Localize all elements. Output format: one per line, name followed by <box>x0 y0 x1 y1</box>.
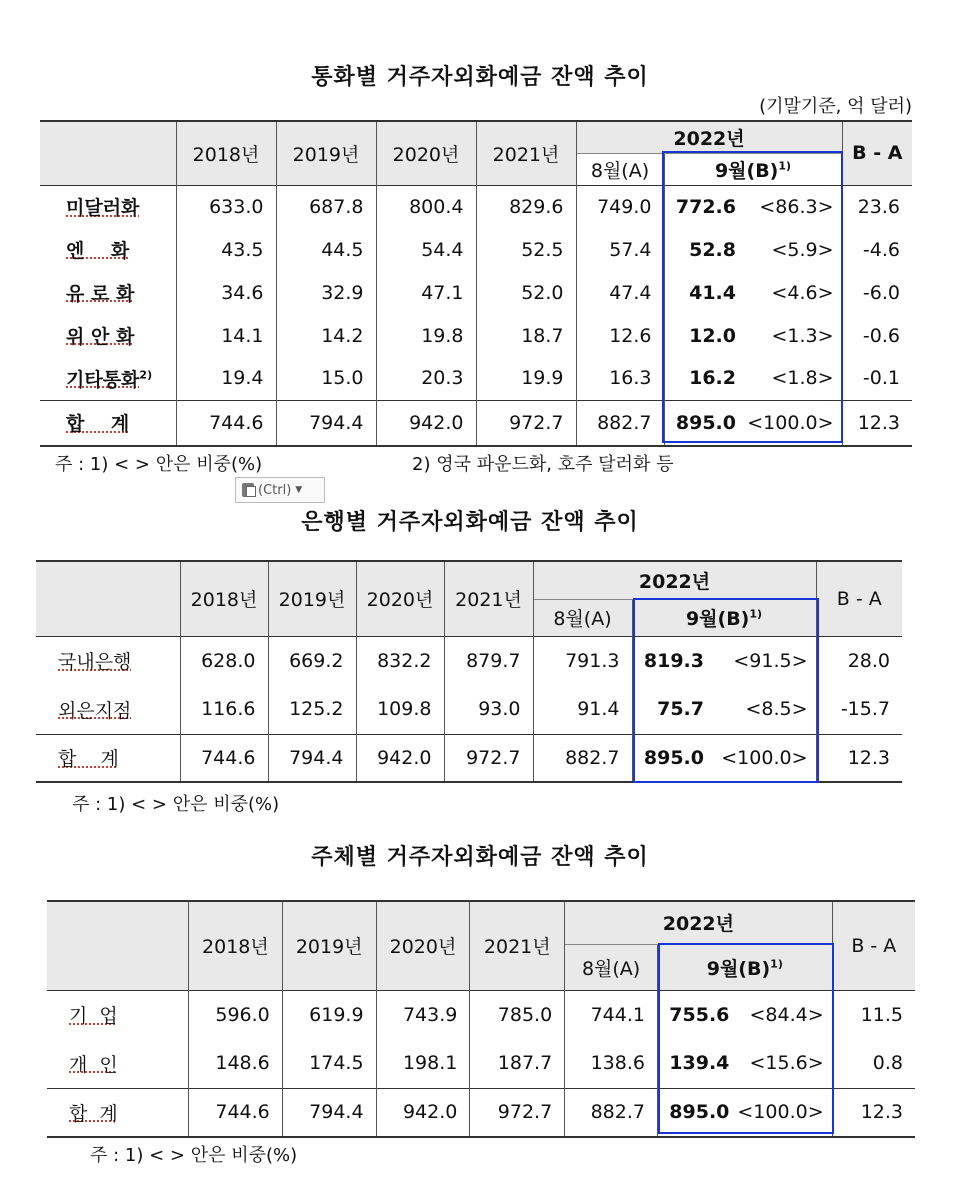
header-blank <box>47 901 188 990</box>
paste-ctrl-label: (Ctrl) <box>258 482 292 498</box>
table-total-row <box>36 734 902 782</box>
row-label-text: 엔 화 <box>66 240 130 262</box>
value-cell: 93.0 <box>444 685 533 734</box>
value-cell: 633.0 <box>176 185 276 228</box>
value-cell: 972.7 <box>470 1088 565 1137</box>
value-cell: 669.2 <box>268 636 356 685</box>
value-cell: 785.0 <box>470 990 565 1039</box>
table3-note1: 주 : 1) < > 안은 비중(%) <box>90 1145 298 1166</box>
row-label <box>40 228 176 271</box>
row-label <box>47 990 188 1039</box>
value-cell: 19.4 <box>176 357 276 400</box>
table-total-row <box>40 400 912 446</box>
table-row <box>40 357 912 400</box>
table1-title: 통화별 거주자외화예금 잔액 추이 <box>311 65 649 90</box>
table-row <box>36 685 902 734</box>
share-cell: <1.8> <box>744 357 842 400</box>
header-2021: 2021년 <box>476 121 576 185</box>
value-cell: 47.1 <box>376 271 476 314</box>
header-2021: 2021년 <box>470 901 565 990</box>
header-2022: 2022년 <box>576 121 842 153</box>
row-label <box>40 357 176 400</box>
row-label-text: 유 로 화 <box>66 283 135 305</box>
chevron-down-icon: ▼ <box>295 485 303 495</box>
value-cell: 882.7 <box>533 734 632 782</box>
header-aug: 8월(A) <box>576 153 664 185</box>
header-sep <box>632 599 816 636</box>
table2-title: 은행별 거주자외화예금 잔액 추이 <box>301 510 639 535</box>
value-cell: 54.4 <box>376 228 476 271</box>
header-sep-sup: 1) <box>749 607 763 621</box>
ba-cell: -4.6 <box>862 238 900 261</box>
ba-cell: 11.5 <box>832 990 915 1039</box>
share-cell: <86.3> <box>744 185 842 228</box>
row-label-text: 개 인 <box>69 1053 118 1076</box>
header-2020: 2020년 <box>356 561 444 636</box>
value-cell: 972.7 <box>444 734 533 782</box>
header-sep-sup: 1) <box>778 159 792 173</box>
value-cell: 32.9 <box>276 271 376 314</box>
share-cell: <1.3> <box>744 314 842 357</box>
row-label-text: 위 안 화 <box>66 326 135 348</box>
footnote-sup: 2) <box>139 368 153 382</box>
value-cell: 882.7 <box>576 400 664 446</box>
value-cell: 198.1 <box>376 1039 470 1088</box>
share-cell: <84.4> <box>737 990 832 1039</box>
value-cell: 15.0 <box>276 357 376 400</box>
header-blank <box>36 561 180 636</box>
sep-value-cell: 12.0 <box>689 324 736 347</box>
header-ba: B - A <box>842 121 912 185</box>
ba-cell: -15.7 <box>840 698 890 721</box>
header-aug: 8월(A) <box>565 944 658 990</box>
share-cell: <8.5> <box>712 685 816 734</box>
currency-table <box>40 120 912 447</box>
value-cell: 628.0 <box>180 636 268 685</box>
value-cell: 138.6 <box>565 1039 658 1088</box>
value-cell: 744.6 <box>180 734 268 782</box>
value-cell: 791.3 <box>533 636 632 685</box>
share-cell: <15.6> <box>737 1039 832 1088</box>
value-cell: 794.4 <box>268 734 356 782</box>
table3-title: 주체별 거주자외화예금 잔액 추이 <box>311 845 649 870</box>
table1-note2: 2) 영국 파운드화, 호주 달러화 등 <box>412 454 674 475</box>
header-aug: 8월(A) <box>533 599 632 636</box>
value-cell: 19.9 <box>476 357 576 400</box>
header-sep <box>664 153 842 185</box>
sep-value-cell: 819.3 <box>632 636 712 685</box>
row-label-text: 합 계 <box>69 1102 118 1125</box>
bank-table <box>36 560 902 783</box>
paste-options-popup[interactable] <box>235 477 325 503</box>
sep-value-cell: 52.8 <box>689 238 736 261</box>
row-label <box>40 314 176 357</box>
value-cell: 794.4 <box>276 400 376 446</box>
sep-value-cell: 755.6 <box>657 990 737 1039</box>
ba-cell: 12.3 <box>842 400 912 446</box>
value-cell: 744.6 <box>188 1088 282 1137</box>
share-cell: <100.0> <box>744 400 842 446</box>
header-2018: 2018년 <box>176 121 276 185</box>
row-label <box>40 185 176 228</box>
value-cell: 800.4 <box>376 185 476 228</box>
row-label-text: 합 계 <box>66 413 130 436</box>
value-cell: 174.5 <box>282 1039 376 1088</box>
table-row <box>40 185 912 228</box>
row-label <box>40 400 176 446</box>
row-label <box>47 1039 188 1088</box>
ba-cell: 0.8 <box>872 1052 903 1075</box>
value-cell: 57.4 <box>576 228 664 271</box>
header-sep-label: 9월(B) <box>714 159 779 182</box>
entity-table <box>47 900 915 1138</box>
share-cell: <100.0> <box>712 734 816 782</box>
header-blank <box>40 121 176 185</box>
ba-cell: 12.3 <box>832 1088 915 1137</box>
header-2019: 2019년 <box>276 121 376 185</box>
value-cell: 52.5 <box>476 228 576 271</box>
header-ba: B - A <box>816 561 902 636</box>
ba-cell: 12.3 <box>816 734 902 782</box>
value-cell: 12.6 <box>576 314 664 357</box>
header-2021: 2021년 <box>444 561 533 636</box>
table-row <box>40 228 912 271</box>
value-cell: 52.0 <box>476 271 576 314</box>
value-cell: 16.3 <box>576 357 664 400</box>
value-cell: 942.0 <box>376 400 476 446</box>
value-cell: 43.5 <box>176 228 276 271</box>
row-label <box>36 734 180 782</box>
value-cell: 794.4 <box>282 1088 376 1137</box>
value-cell: 187.7 <box>470 1039 565 1088</box>
ba-cell: -0.1 <box>862 367 900 390</box>
header-2019: 2019년 <box>282 901 376 990</box>
row-label-text: 기타통화 <box>66 368 140 391</box>
table-row <box>47 1039 915 1088</box>
table1-note1: 주 : 1) < > 안은 비중(%) <box>55 454 263 475</box>
table-total-row <box>47 1088 915 1137</box>
ba-cell: -0.6 <box>862 324 900 347</box>
header-sep <box>657 944 832 990</box>
table-row <box>47 990 915 1039</box>
value-cell: 687.8 <box>276 185 376 228</box>
value-cell: 18.7 <box>476 314 576 357</box>
value-cell: 44.5 <box>276 228 376 271</box>
value-cell: 91.4 <box>533 685 632 734</box>
table1-unit: (기말기준, 억 달러) <box>759 96 912 117</box>
header-2022: 2022년 <box>565 901 832 944</box>
value-cell: 19.8 <box>376 314 476 357</box>
value-cell: 14.1 <box>176 314 276 357</box>
sep-value-cell: 895.0 <box>657 1088 737 1137</box>
sep-value-cell: 41.4 <box>689 281 736 304</box>
value-cell: 743.9 <box>376 990 470 1039</box>
row-label-text: 외은지점 <box>58 699 132 722</box>
clipboard-icon <box>242 483 254 497</box>
sep-value-cell: 16.2 <box>689 367 736 390</box>
table-row <box>40 271 912 314</box>
value-cell: 47.4 <box>576 271 664 314</box>
row-label-text: 국내은행 <box>58 651 132 674</box>
header-2022: 2022년 <box>533 561 816 599</box>
ba-cell: 23.6 <box>842 185 912 228</box>
header-2020: 2020년 <box>376 901 470 990</box>
header-sep-label: 9월(B) <box>706 957 771 980</box>
row-label-text: 미달러화 <box>66 197 140 220</box>
value-cell: 749.0 <box>576 185 664 228</box>
sep-value-cell: 772.6 <box>664 185 744 228</box>
ba-cell: 28.0 <box>816 636 902 685</box>
share-cell: <91.5> <box>712 636 816 685</box>
value-cell: 942.0 <box>356 734 444 782</box>
row-label <box>47 1088 188 1137</box>
value-cell: 829.6 <box>476 185 576 228</box>
share-cell: <100.0> <box>737 1088 832 1137</box>
table-row <box>40 314 912 357</box>
table2-note1: 주 : 1) < > 안은 비중(%) <box>72 794 280 815</box>
value-cell: 879.7 <box>444 636 533 685</box>
header-sep-sup: 1) <box>770 957 783 971</box>
row-label <box>36 685 180 734</box>
share-cell: <5.9> <box>744 228 842 271</box>
row-label <box>36 636 180 685</box>
row-label-text: 합 계 <box>58 748 119 771</box>
value-cell: 942.0 <box>376 1088 470 1137</box>
header-2018: 2018년 <box>180 561 268 636</box>
value-cell: 14.2 <box>276 314 376 357</box>
header-ba: B - A <box>832 901 915 990</box>
sep-value-cell: 895.0 <box>632 734 712 782</box>
value-cell: 596.0 <box>188 990 282 1039</box>
header-2020: 2020년 <box>376 121 476 185</box>
header-sep-label: 9월(B) <box>685 608 750 630</box>
value-cell: 744.6 <box>176 400 276 446</box>
row-label-text: 기 업 <box>69 1005 118 1028</box>
ba-cell: -6.0 <box>862 281 900 304</box>
value-cell: 109.8 <box>356 685 444 734</box>
value-cell: 882.7 <box>565 1088 658 1137</box>
value-cell: 972.7 <box>476 400 576 446</box>
value-cell: 744.1 <box>565 990 658 1039</box>
share-cell: <4.6> <box>744 271 842 314</box>
table-row <box>36 636 902 685</box>
value-cell: 34.6 <box>176 271 276 314</box>
value-cell: 619.9 <box>282 990 376 1039</box>
header-2019: 2019년 <box>268 561 356 636</box>
value-cell: 20.3 <box>376 357 476 400</box>
row-label <box>40 271 176 314</box>
sep-value-cell: 895.0 <box>664 400 744 446</box>
sep-value-cell: 75.7 <box>657 698 704 721</box>
value-cell: 116.6 <box>180 685 268 734</box>
sep-value-cell: 139.4 <box>669 1052 730 1075</box>
value-cell: 125.2 <box>268 685 356 734</box>
header-2018: 2018년 <box>188 901 282 990</box>
value-cell: 148.6 <box>188 1039 282 1088</box>
value-cell: 832.2 <box>356 636 444 685</box>
